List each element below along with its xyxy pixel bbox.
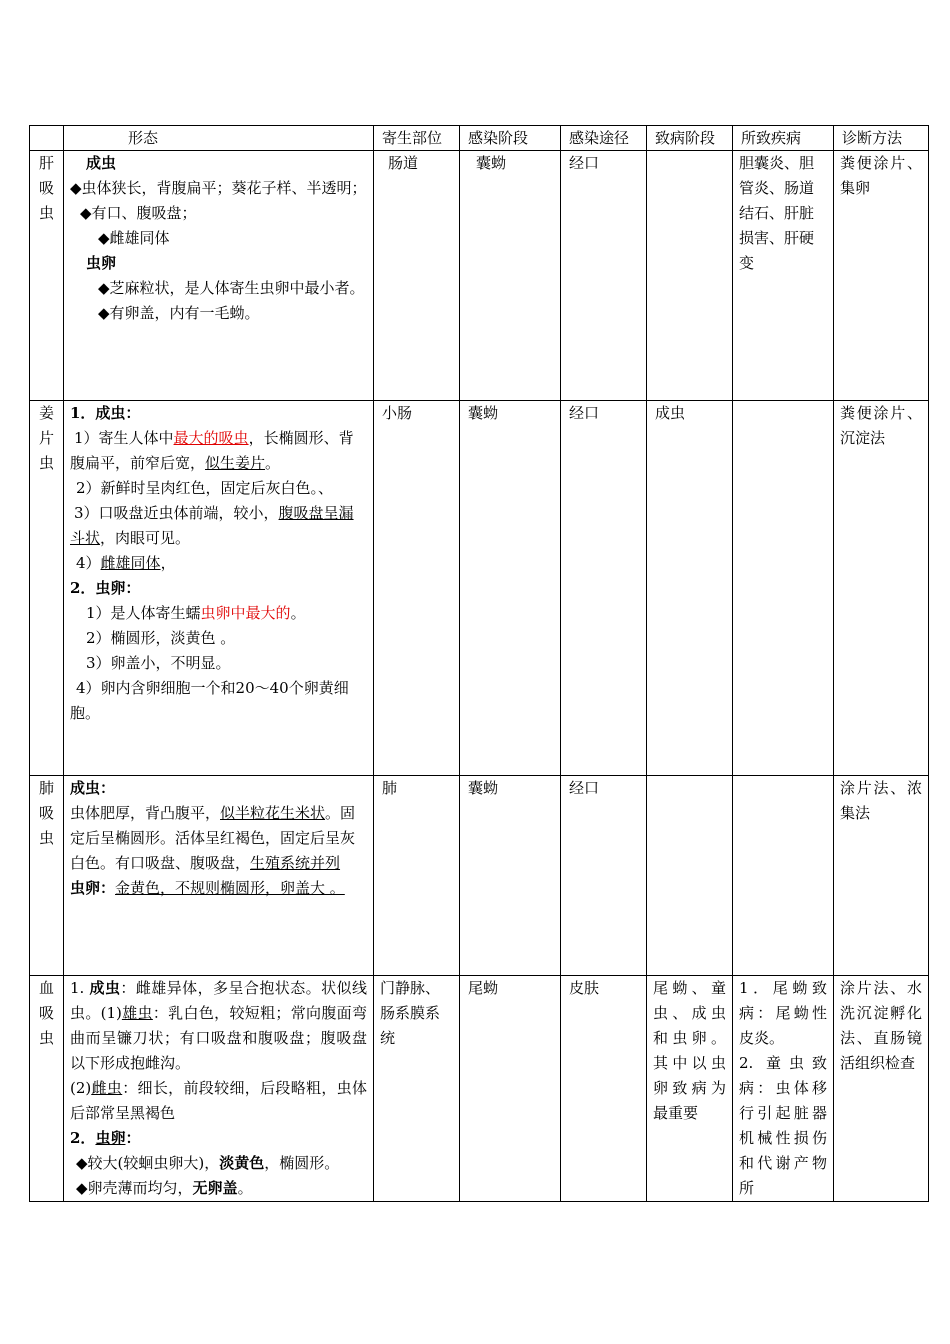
- morph-line: 虫体肥厚，背凸腹平，似半粒花生米状。固定后呈椭圆形。活体呈红褐色，固定后呈灰白色。有口吸盘、腹吸盘，生殖系统并列: [70, 804, 356, 872]
- egg-heading: 2．虫卵：: [70, 1129, 141, 1147]
- morph-line: ◆芝麻粒状，是人体寄生虫卵中最小者。: [98, 279, 365, 297]
- pathogenic-stage-cell: [647, 776, 733, 976]
- stage-cell: 囊蚴: [460, 151, 561, 401]
- diagnosis-cell: 粪便涂片、集卵: [834, 151, 929, 401]
- table-row-liver-fluke: [30, 151, 929, 401]
- morph-line: 2）椭圆形，淡黄色 。: [86, 629, 236, 647]
- site-cell: 肺: [374, 776, 460, 976]
- disease-cell: [733, 776, 834, 976]
- header-morphology: 形态: [64, 126, 374, 151]
- header-infective-stage: 感染阶段: [460, 126, 561, 151]
- row-name: 姜 片 虫: [30, 401, 64, 776]
- table-row-ginger-fluke: [30, 401, 929, 776]
- header-route: 感染途径: [561, 126, 647, 151]
- header-corner: [30, 126, 64, 151]
- header-pathogenic-stage: 致病阶段: [647, 126, 733, 151]
- header-site: 寄生部位: [374, 126, 460, 151]
- adult-heading: 成虫: [86, 154, 117, 172]
- pathogenic-stage-cell: [647, 151, 733, 401]
- morph-line: ◆有口、腹吸盘；: [80, 204, 197, 222]
- table-row-lung-fluke: [30, 776, 929, 976]
- morph-line: 1）是人体寄生蠕虫卵中最大的。: [86, 604, 306, 622]
- table-row-blood-fluke: [30, 976, 929, 1202]
- morph-line: 3）口吸盘近虫体前端，较小，腹吸盘呈漏斗状，肉眼可见。: [70, 504, 354, 547]
- diagnosis-cell: 涂片法、水洗沉淀孵化法、直肠镜活组织检查: [834, 976, 929, 1202]
- egg-heading: 虫卵: [86, 254, 117, 272]
- morph-line: ◆较大(较蛔虫卵大)，淡黄色，椭圆形。: [76, 1154, 340, 1172]
- row-name: 肺 吸 虫: [30, 776, 64, 976]
- morph-line: ◆卵壳薄而均匀，无卵盖。: [76, 1179, 253, 1197]
- stage-cell: 尾蚴: [460, 976, 561, 1202]
- disease-cell: [733, 401, 834, 776]
- disease-cell: 胆囊炎、胆管炎、肠道结石、肝脏损害、肝硬变: [733, 151, 834, 401]
- site-cell: 肠道: [374, 151, 460, 401]
- morphology-cell: [64, 976, 374, 1202]
- morphology-cell: [64, 401, 374, 776]
- parasite-table: [29, 125, 929, 1202]
- route-cell: 经口: [561, 151, 647, 401]
- morph-line: ◆有卵盖，内有一毛蚴。: [98, 304, 260, 322]
- pathogenic-stage-cell: 成虫: [647, 401, 733, 776]
- morph-line: 2）新鲜时呈肉红色，固定后灰白色。、: [76, 479, 334, 497]
- morph-line: ◆虫体狭长，背腹扁平；葵花子样、半透明；: [70, 179, 367, 197]
- morphology-cell: [64, 151, 374, 401]
- route-cell: 经口: [561, 776, 647, 976]
- morph-line: 虫卵：金黄色，不规则椭圆形，卵盖大 。: [70, 879, 345, 897]
- header-row: [30, 126, 929, 151]
- header-disease: 所致疾病: [733, 126, 834, 151]
- morph-line: ◆雌雄同体: [98, 229, 170, 247]
- morph-line: (2)雌虫：细长，前段较细，后段略粗，虫体后部常呈黑褐色: [70, 1079, 367, 1122]
- stage-cell: 囊蚴: [460, 776, 561, 976]
- route-cell: 经口: [561, 401, 647, 776]
- adult-heading: 1．成虫：: [70, 404, 141, 422]
- pathogenic-stage-cell: 尾蚴、童虫、成虫和虫卵。其中以虫卵致病为最重要: [647, 976, 733, 1202]
- stage-cell: 囊蚴: [460, 401, 561, 776]
- egg-heading: 2．虫卵：: [70, 579, 141, 597]
- header-diagnosis: 诊断方法: [834, 126, 929, 151]
- site-cell: 门静脉、肠系膜系统: [374, 976, 460, 1202]
- morph-line: 3）卵盖小，不明显。: [86, 654, 231, 672]
- route-cell: 皮肤: [561, 976, 647, 1202]
- morphology-cell: [64, 776, 374, 976]
- morph-line: 1）寄生人体中最大的吸虫，长椭圆形、背腹扁平，前窄后宽，似生姜片。: [70, 429, 354, 472]
- morph-line: 4）卵内含卵细胞一个和20～40个卵黄细胞。: [70, 679, 349, 722]
- disease-cell: 1．尾蚴致病：尾蚴性皮炎。 2. 童虫致病：虫体移行引起脏器机械性损伤和代谢产物所: [733, 976, 834, 1202]
- adult-heading: 成虫：: [70, 779, 116, 797]
- diagnosis-cell: 涂片法、浓集法: [834, 776, 929, 976]
- diagnosis-cell: 粪便涂片、沉淀法: [834, 401, 929, 776]
- site-cell: 小肠: [374, 401, 460, 776]
- morph-line: 1. 成虫：雌雄异体，多呈合抱状态。状似线虫。(1)雄虫：乳白色，较短粗；常向腹面弯曲而呈镰刀状；有口吸盘和腹吸盘；腹吸盘以下形成抱雌沟。: [70, 979, 367, 1072]
- row-name: 血 吸 虫: [30, 976, 64, 1202]
- morph-line: 4）雌雄同体，: [76, 554, 176, 572]
- row-name: 肝 吸 虫: [30, 151, 64, 401]
